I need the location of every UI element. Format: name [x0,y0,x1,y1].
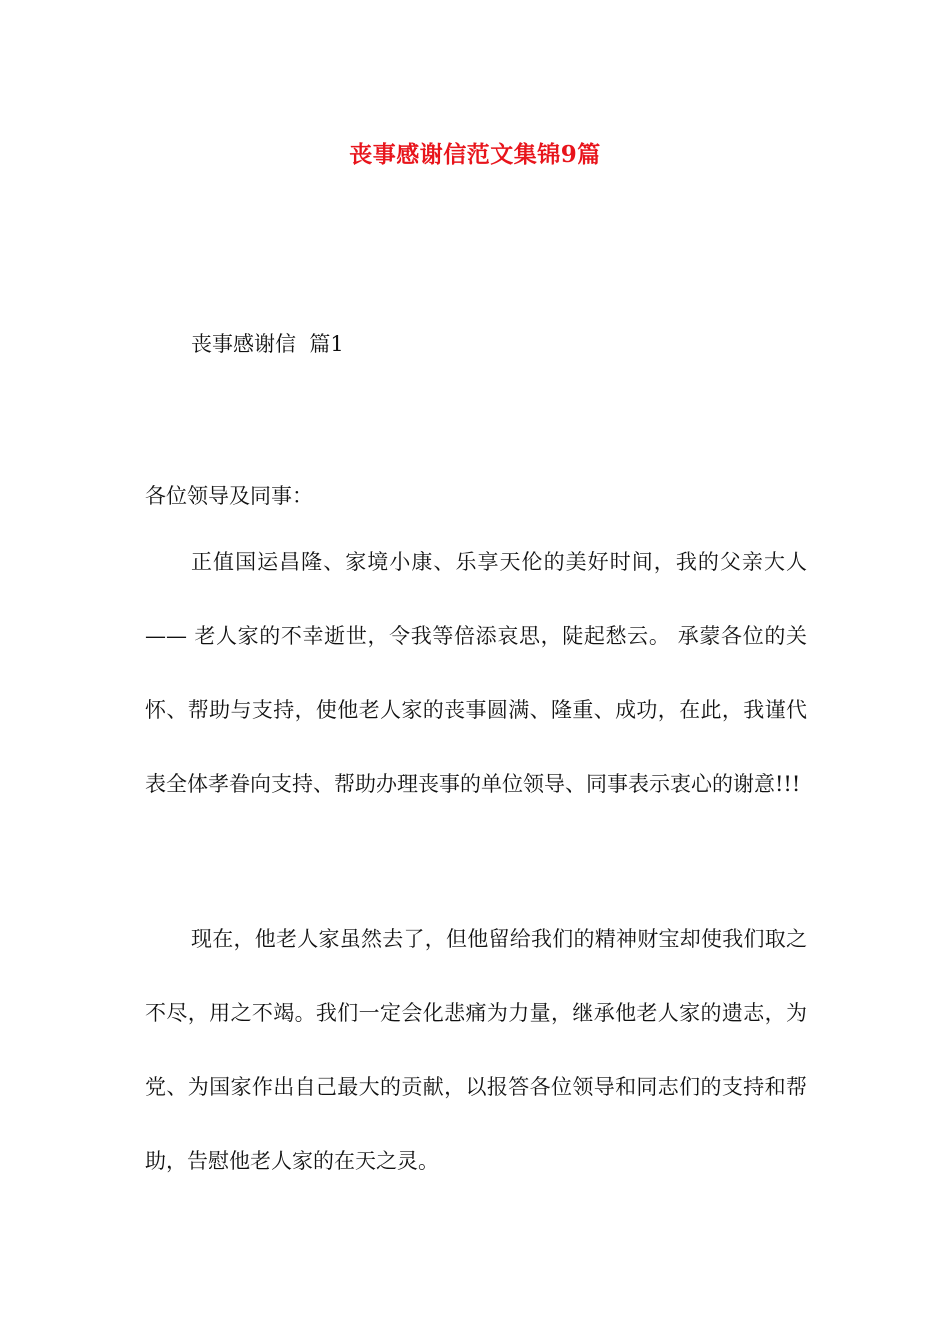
salutation: 各位领导及同事： [145,484,313,508]
body-paragraph: 正值国运昌隆、家境小康、乐享天伦的美好时间，我的父亲大人—— 老人家的不幸逝世，令我等倍添哀思，陡起愁云。 承蒙各位的关怀、帮助与支持，使他老人家的丧事圆满、隆重、成功，在此，我谨代表全体孝眷向支持、帮助办理丧事的单位领导、同事表示衷心的谢意!!! [145,550,807,796]
document-title: 丧事感谢信范文集锦9篇 [349,141,601,168]
section-heading: 丧事感谢信 篇1 [191,332,344,356]
body-paragraph: 现在，他老人家虽然去了，但他留给我们的精神财宝却使我们取之不尽，用之不竭。我们一定会化悲痛为力量，继承他老人家的遗志，为党、为国家作出自己最大的贡献，以报答各位领导和同志们的支持和帮助，告慰他老人家的在天之灵。 [145,927,807,1173]
